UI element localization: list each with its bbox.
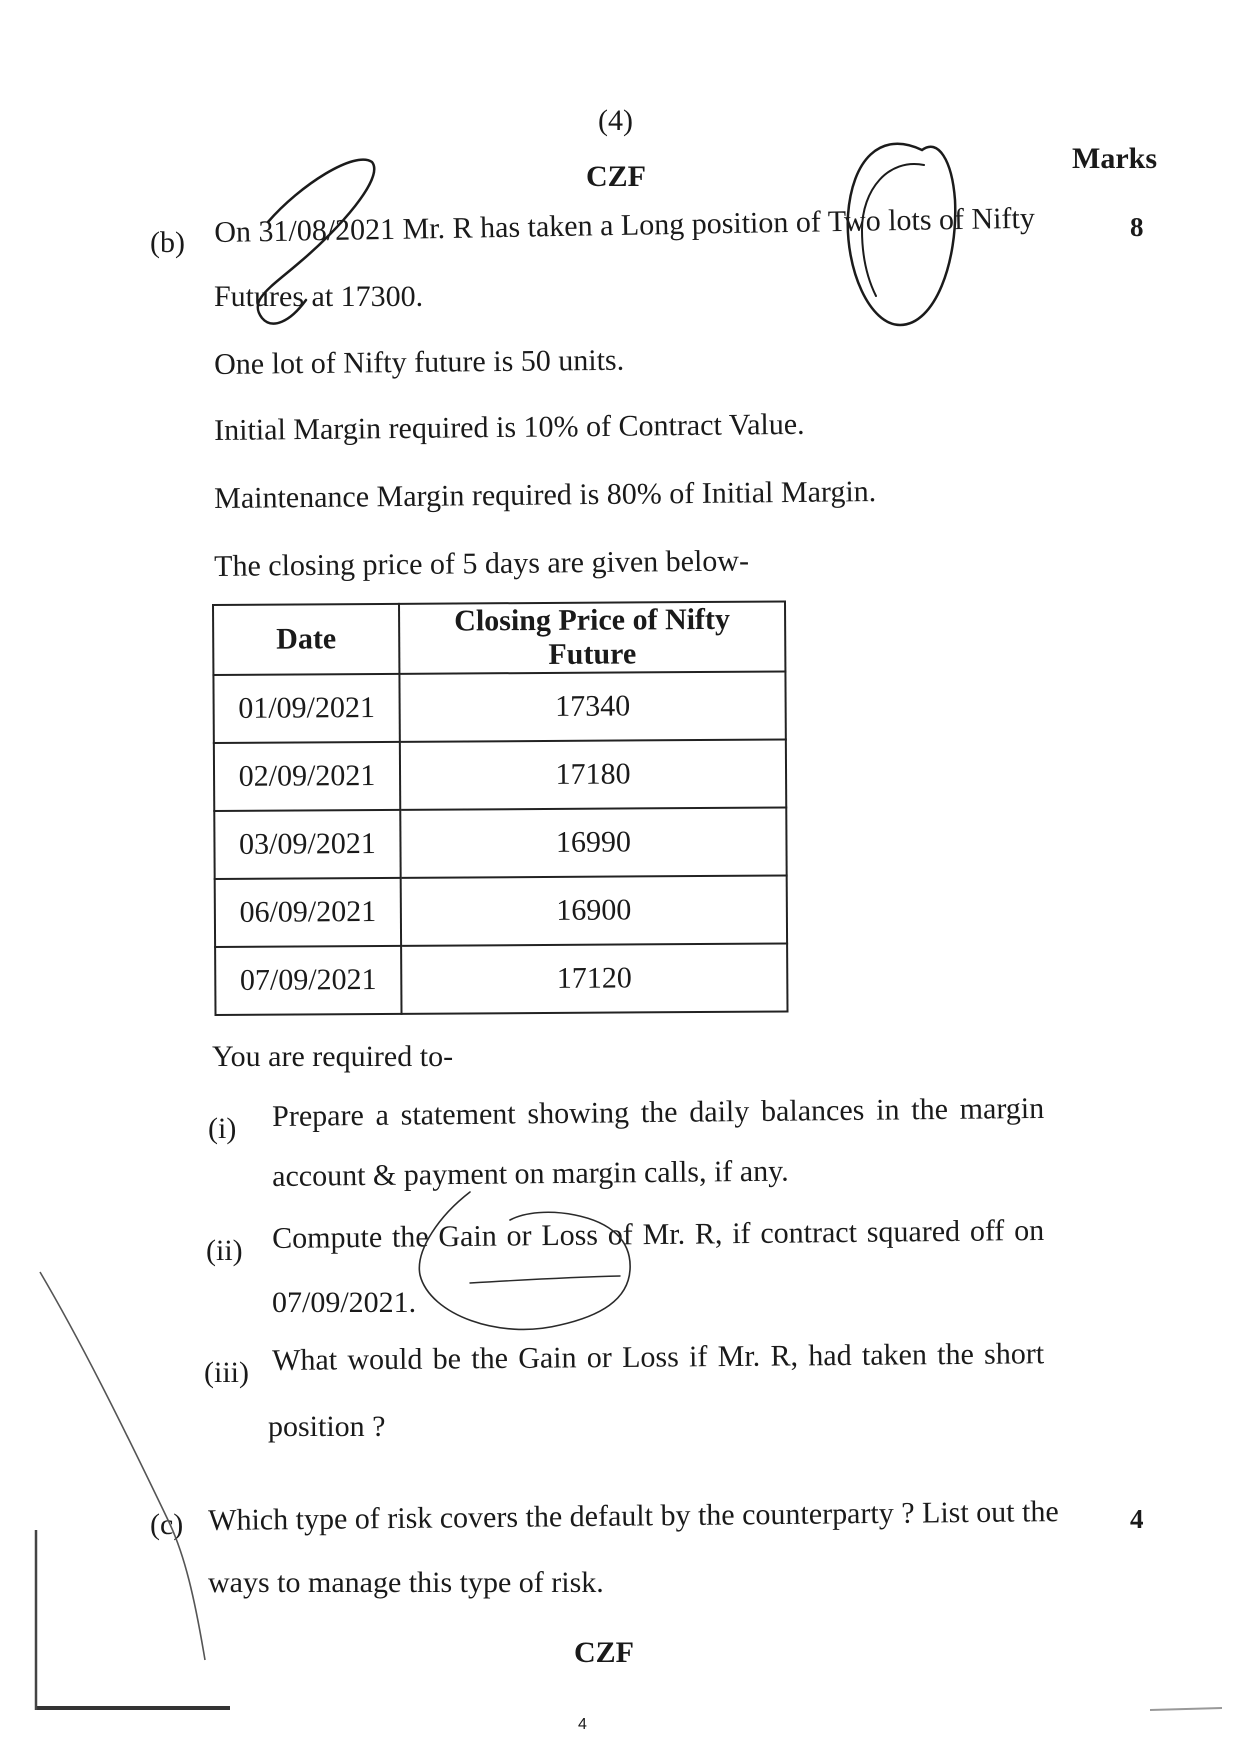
pen-oval-two-lots-mark <box>848 144 956 325</box>
sub-question-i-line-2: account & payment on margin calls, if any. <box>272 1154 789 1193</box>
table-header-price: Closing Price of Nifty Future <box>399 601 785 673</box>
pen-underline-mark <box>470 1276 620 1283</box>
required-intro: You are required to- <box>212 1040 454 1073</box>
sub-question-iii-line-2: position ? <box>268 1410 386 1443</box>
sub-question-ii-label: (ii) <box>206 1234 243 1267</box>
table-cell-price: 17120 <box>401 943 787 1013</box>
question-b-line-6: The closing price of 5 days are given below- <box>214 544 750 583</box>
question-c-marks: 4 <box>1130 1504 1144 1534</box>
sub-question-iii-label: (iii) <box>204 1356 249 1389</box>
paper-code-footer: CZF <box>574 1636 634 1669</box>
paper-code-header: CZF <box>586 160 646 193</box>
table-cell-date: 03/09/2021 <box>214 810 400 879</box>
table-cell-price: 17180 <box>400 739 786 809</box>
pen-inner-arc-mark <box>862 164 924 296</box>
table-header-date: Date <box>213 604 399 675</box>
question-b-line-4: Initial Margin required is 10% of Contract Value. <box>214 407 805 447</box>
table-cell-date: 02/09/2021 <box>214 742 400 811</box>
marks-heading: Marks <box>1072 142 1157 175</box>
question-b-line-2: Futures at 17300. <box>214 280 424 313</box>
pen-loop-gain-loss-mark <box>419 1192 630 1329</box>
question-b-marks: 8 <box>1130 212 1144 242</box>
table-cell-price: 17340 <box>399 671 785 741</box>
table-cell-price: 16900 <box>401 875 787 945</box>
scan-edge-line-left <box>40 1272 205 1660</box>
question-c-line-1: Which type of risk covers the default by the counterparty ? List out the <box>208 1495 1059 1537</box>
question-b-label: (b) <box>150 226 185 259</box>
page-number: (4) <box>598 104 633 137</box>
sub-question-i-line-1: Prepare a statement showing the daily balances in the margin <box>272 1091 1045 1133</box>
footer-page-number: 4 <box>578 1716 587 1733</box>
sub-question-iii-line-1: What would be the Gain or Loss if Mr. R, had taken the short <box>272 1337 1045 1377</box>
table-cell-date: 06/09/2021 <box>215 878 401 947</box>
table-cell-date: 07/09/2021 <box>215 946 401 1015</box>
question-b-line-1: On 31/08/2021 Mr. R has taken a Long position of Two lots of Nifty <box>214 201 1036 249</box>
question-b-line-5: Maintenance Margin required is 80% of Initial Margin. <box>214 475 877 515</box>
sub-question-i-label: (i) <box>208 1112 237 1145</box>
sub-question-ii-line-1: Compute the Gain or Loss of Mr. R, if contract squared off on <box>272 1213 1045 1255</box>
question-b-line-3: One lot of Nifty future is 50 units. <box>214 343 625 381</box>
question-c-label: (c) <box>150 1508 184 1541</box>
sub-question-ii-line-2: 07/09/2021. <box>272 1286 417 1319</box>
table-cell-date: 01/09/2021 <box>213 674 399 743</box>
question-c-line-2: ways to manage this type of risk. <box>208 1566 604 1599</box>
pen-circle-date-mark <box>258 160 375 324</box>
scan-edge-line-right <box>1150 1708 1222 1710</box>
table-cell-price: 16990 <box>400 807 786 877</box>
